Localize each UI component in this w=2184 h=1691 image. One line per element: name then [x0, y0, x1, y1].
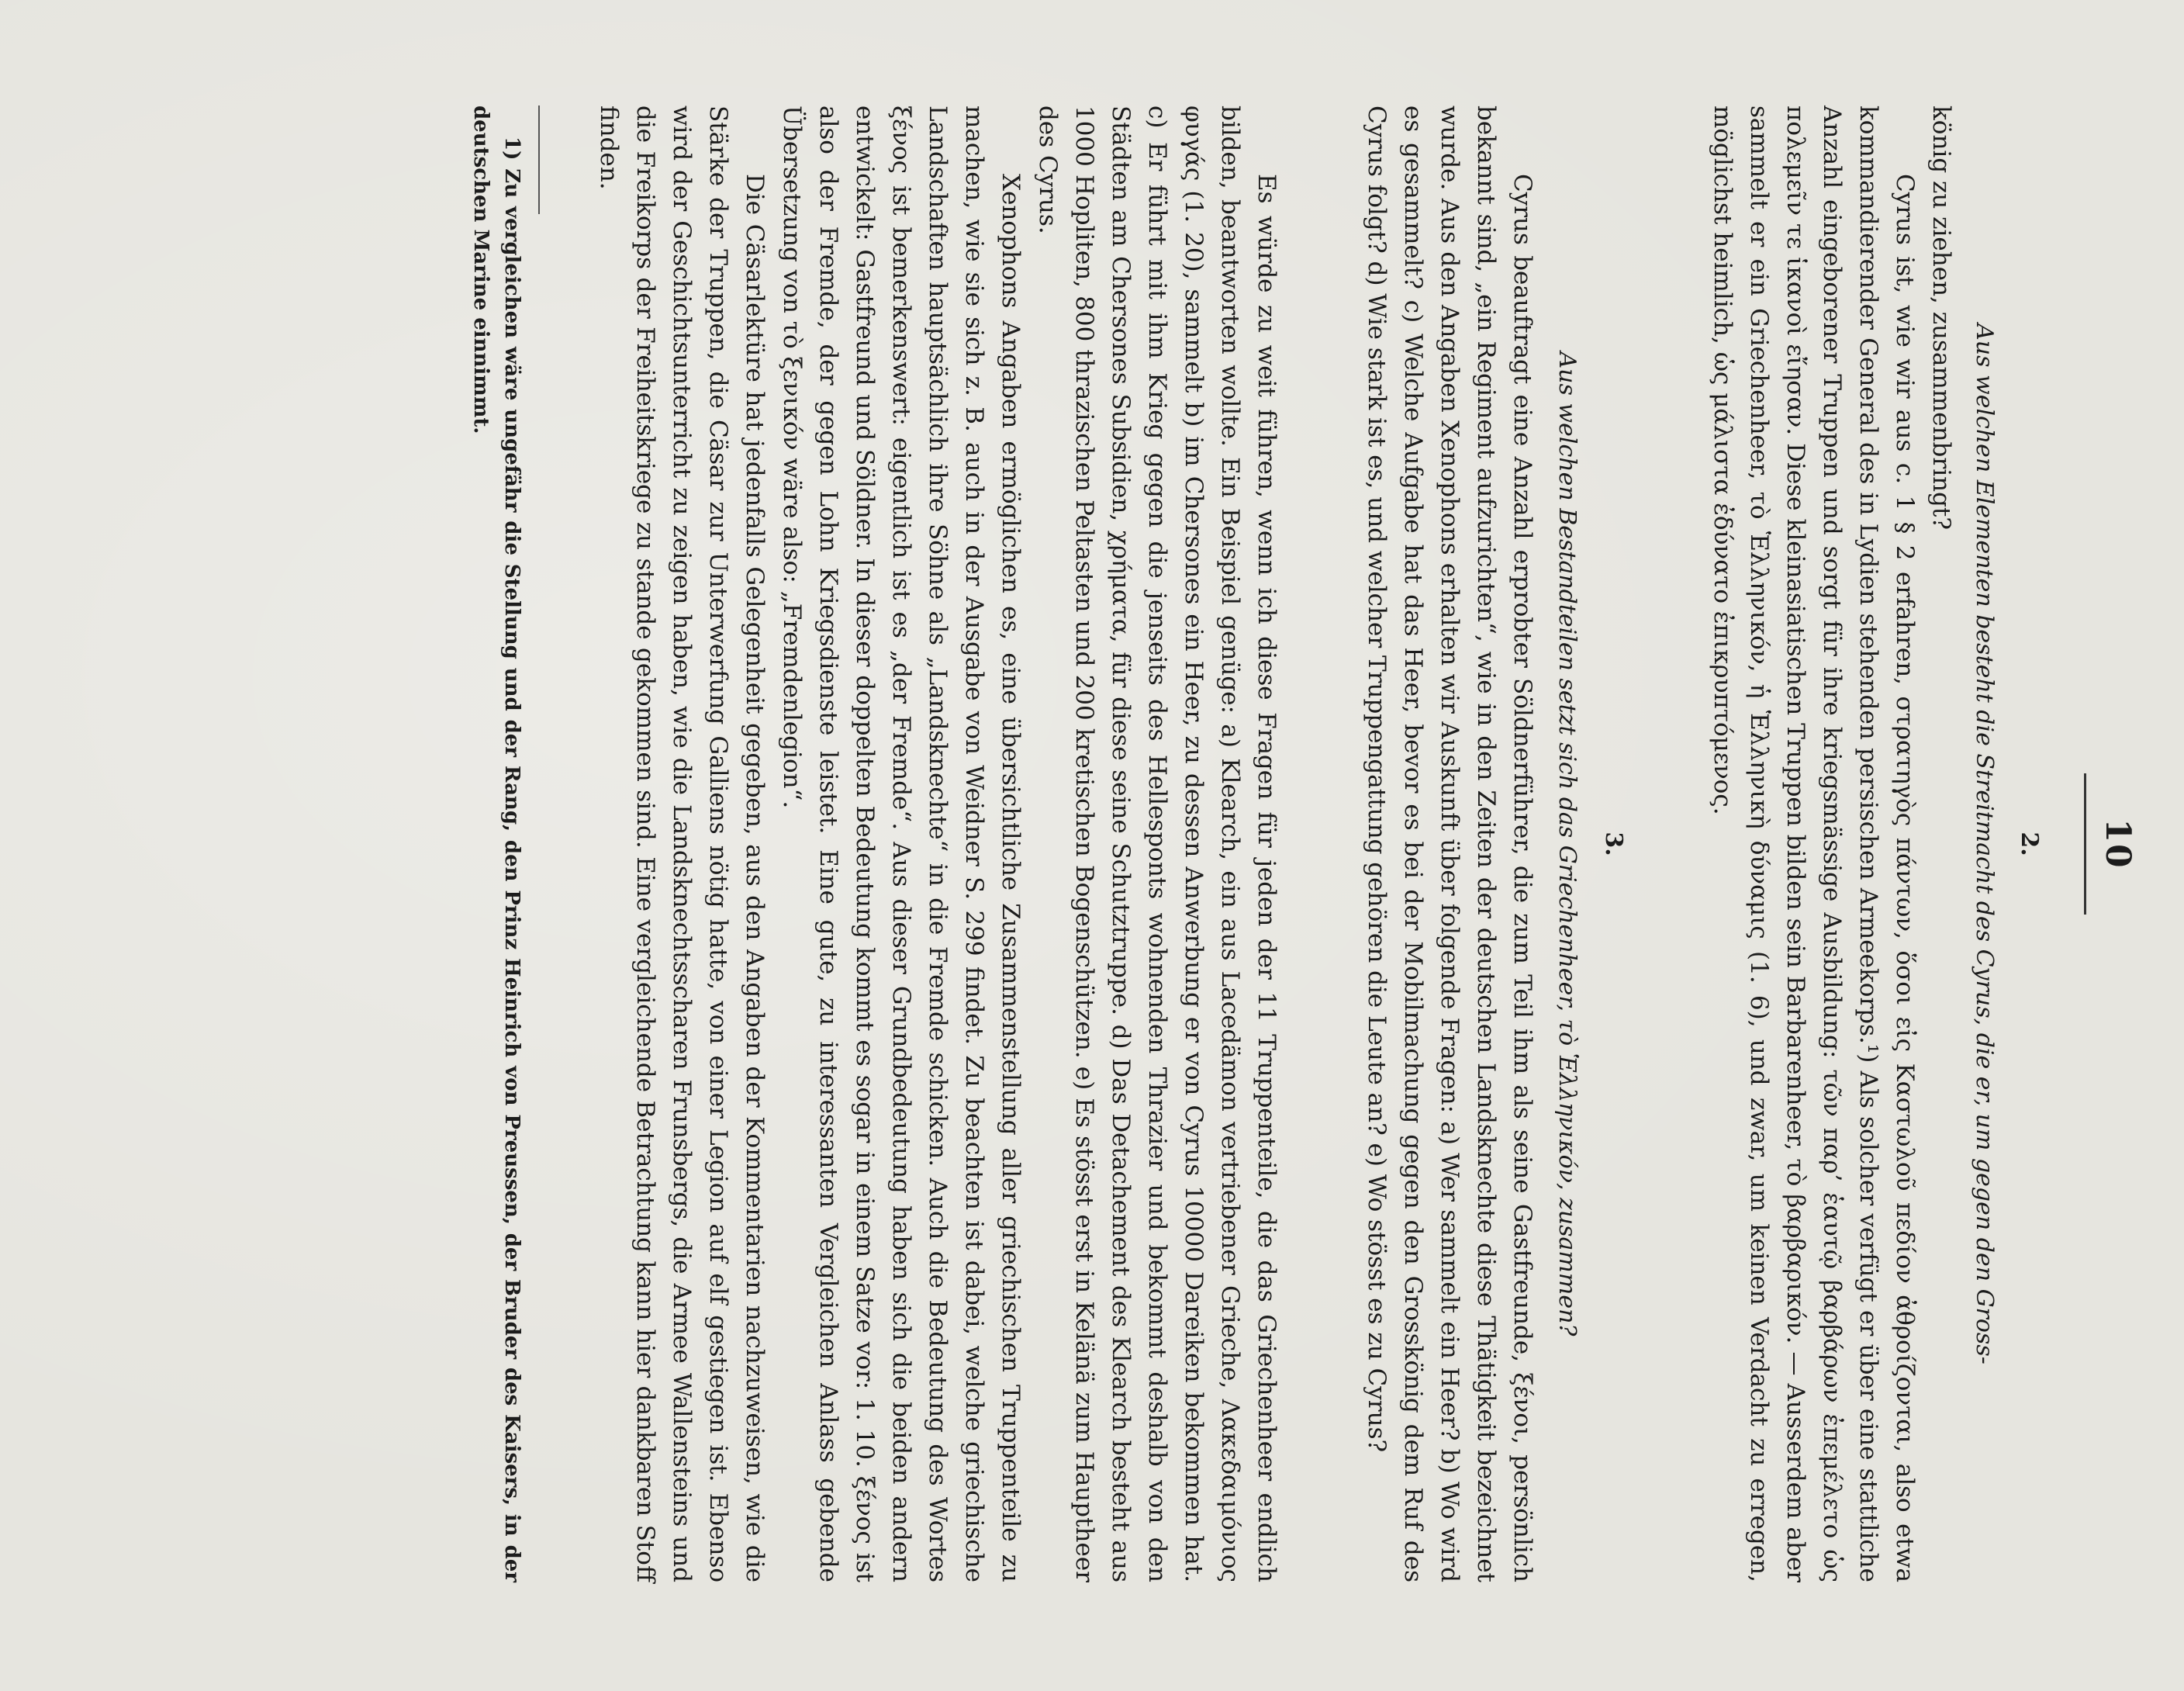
- section-3-paragraph-4: Die Cäsarlektüre hat jedenfalls Gelegenheit gegeben, aus den Angaben der Kommentarien nachzuweisen, wie die Stärke der Truppen, die Cäsar zur Unterwerfung Galliens nötig hatte, von einer Legion auf elf gestiegen ist. Ebenso wird der Geschichtsunterricht zu zeigen haben, wie die Landsknechtsscharen Frunsbergs, die Armee Wallensteins und die Freikorps der Freiheitskriege zu stande gekommen sind. Eine vergleichende Betrachtung kann hier dankbaren Stoff finden.: [595, 105, 769, 1582]
- section-3-paragraph-3: Xenophons Angaben ermöglichen es, eine übersichtliche Zusammenstellung aller griechischen Truppenteile zu machen, wie sie sich z. B. auch in der Ausgabe von Weidner S. 299 findet. Zu beachten ist dabei, welche griechische Landschaften hauptsächlich ihre Söhne als „Landsknechte“ in die Fremde schicken. Auch die Bedeutung des Wortes ξένος ist bemerkenswert: eigentlich ist es „der Fremde“. Aus dieser Grundbedeutung haben sich die beiden andern entwickelt: Gastfreund und Söldner. In dieser doppelten Bedeutung kommt es sogar in einem Satze vor: 1. 10. ξένος ist also der Fremde, der gegen Lohn Kriegsdienste leistet. Eine gute, zu interessanten Vergleichen Anlass gebende Übersetzung von τὸ ξενικόν wäre also: „Fremdenlegion“.: [778, 105, 1025, 1582]
- page-number-rule: [2084, 773, 2086, 915]
- section-2-paragraph-2: Cyrus ist, wie wir aus c. 1 § 2 erfahren, στρατηγὸς πάντων, ὅσοι εἰς Καστωλοῦ πεδίον ἀθροίζονται, also etwa kommandierender General des in Lydien stehenden persischen Armeekorps.¹) Als solcher verfügt er über eine stattliche Anzahl eingeborener Truppen und sorgt für ihre kriegsmässige Ausbildung: τῶν παρ’ ἑαυτῷ βαρβάρων ἐπεμέλετο ὡς πολεμεῖν τε ἱκανοὶ εἴησαν. Diese kleinasiatischen Truppen bilden sein Barbarenheer, τὸ βαρβαρικόν. — Ausserdem aber sammelt er ein Griechenheer, τὸ Ἑλληνικόν, ἡ Ἑλληνικὴ δύναμις (1. 6), und zwar, um keinen Verdacht zu erregen, möglichst heimlich, ὡς μάλιστα ἐδύνατο ἐπικρυπτόμενος.: [1709, 105, 1919, 1582]
- section-number-2: 2.: [2016, 832, 2043, 856]
- section-2-heading: Aus welchen Elementen besteht die Streitmacht des Cyrus, die er, um gegen den Gross-: [1971, 323, 1998, 1364]
- section-3-heading: Aus welchen Bestandteilen setzt sich das Griechenheer, τὸ Ἑλληνικόν, zusammen?: [1553, 351, 1581, 1337]
- footnote-rule: [538, 105, 540, 214]
- footnote: 1) Zu vergleichen wäre ungefähr die Stellung und der Rang, den Prinz Heinrich von Preussen, der Bruder des Kaisers, in der deutschen Marine einnimmt.: [469, 105, 524, 1582]
- page-number: 10: [2098, 818, 2137, 870]
- section-3-paragraph-1: Cyrus beauftragt eine Anzahl erprobter Söldnerführer, die zum Teil ihm als seine Gastfreunde, ξένοι, persönlich bekannt sind, „ein Regiment aufzurichten“, wie in den Zeiten der deutschen Landsknechte diese Thätigkeit bezeichnet wurde. Aus den Angaben Xenophons erhalten wir Auskunft über folgende Fragen: a) Wer sammelt ein Heer? b) Wo wird es gesammelt? c) Welche Aufgabe hat das Heer, bevor es bei der Mobilmachung gegen den Grosskönig dem Ruf des Cyrus folgt? d) Wie stark ist es, und welcher Truppengattung gehören die Leute an? e) Wo stösst es zu Cyrus?: [1363, 105, 1536, 1582]
- section-3-paragraph-2: Es würde zu weit führen, wenn ich diese Fragen für jeden der 11 Truppenteile, die das Griechenheer endlich bilden, beantworten wollte. Ein Beispiel genüge: a) Klearch, ein aus Lacedämon vertriebener Grieche, Λακεδαιμόνιος φυγάς (1. 20), sammelt b) im Chersones ein Heer, zu dessen Anwerbung er von Cyrus 10000 Dareiken bekommen hat. c) Er führt mit ihm Krieg gegen die jenseits des Hellesponts wohnenden Thrazier und bekommt deshalb von den Städten am Chersones Subsidien, χρήματα, für diese seine Schutztruppe. d) Das Detachement des Klearch besteht aus 1000 Hopliten, 800 thrazischen Peltasten und 200 kretischen Bogenschützen. e) Es stösst erst in Kelänä zum Hauptheer des Cyrus.: [1034, 105, 1280, 1582]
- section-number-3: 3.: [1600, 832, 1627, 856]
- section-2-paragraph-1: könig zu ziehen, zusammenbringt?: [1927, 105, 1955, 531]
